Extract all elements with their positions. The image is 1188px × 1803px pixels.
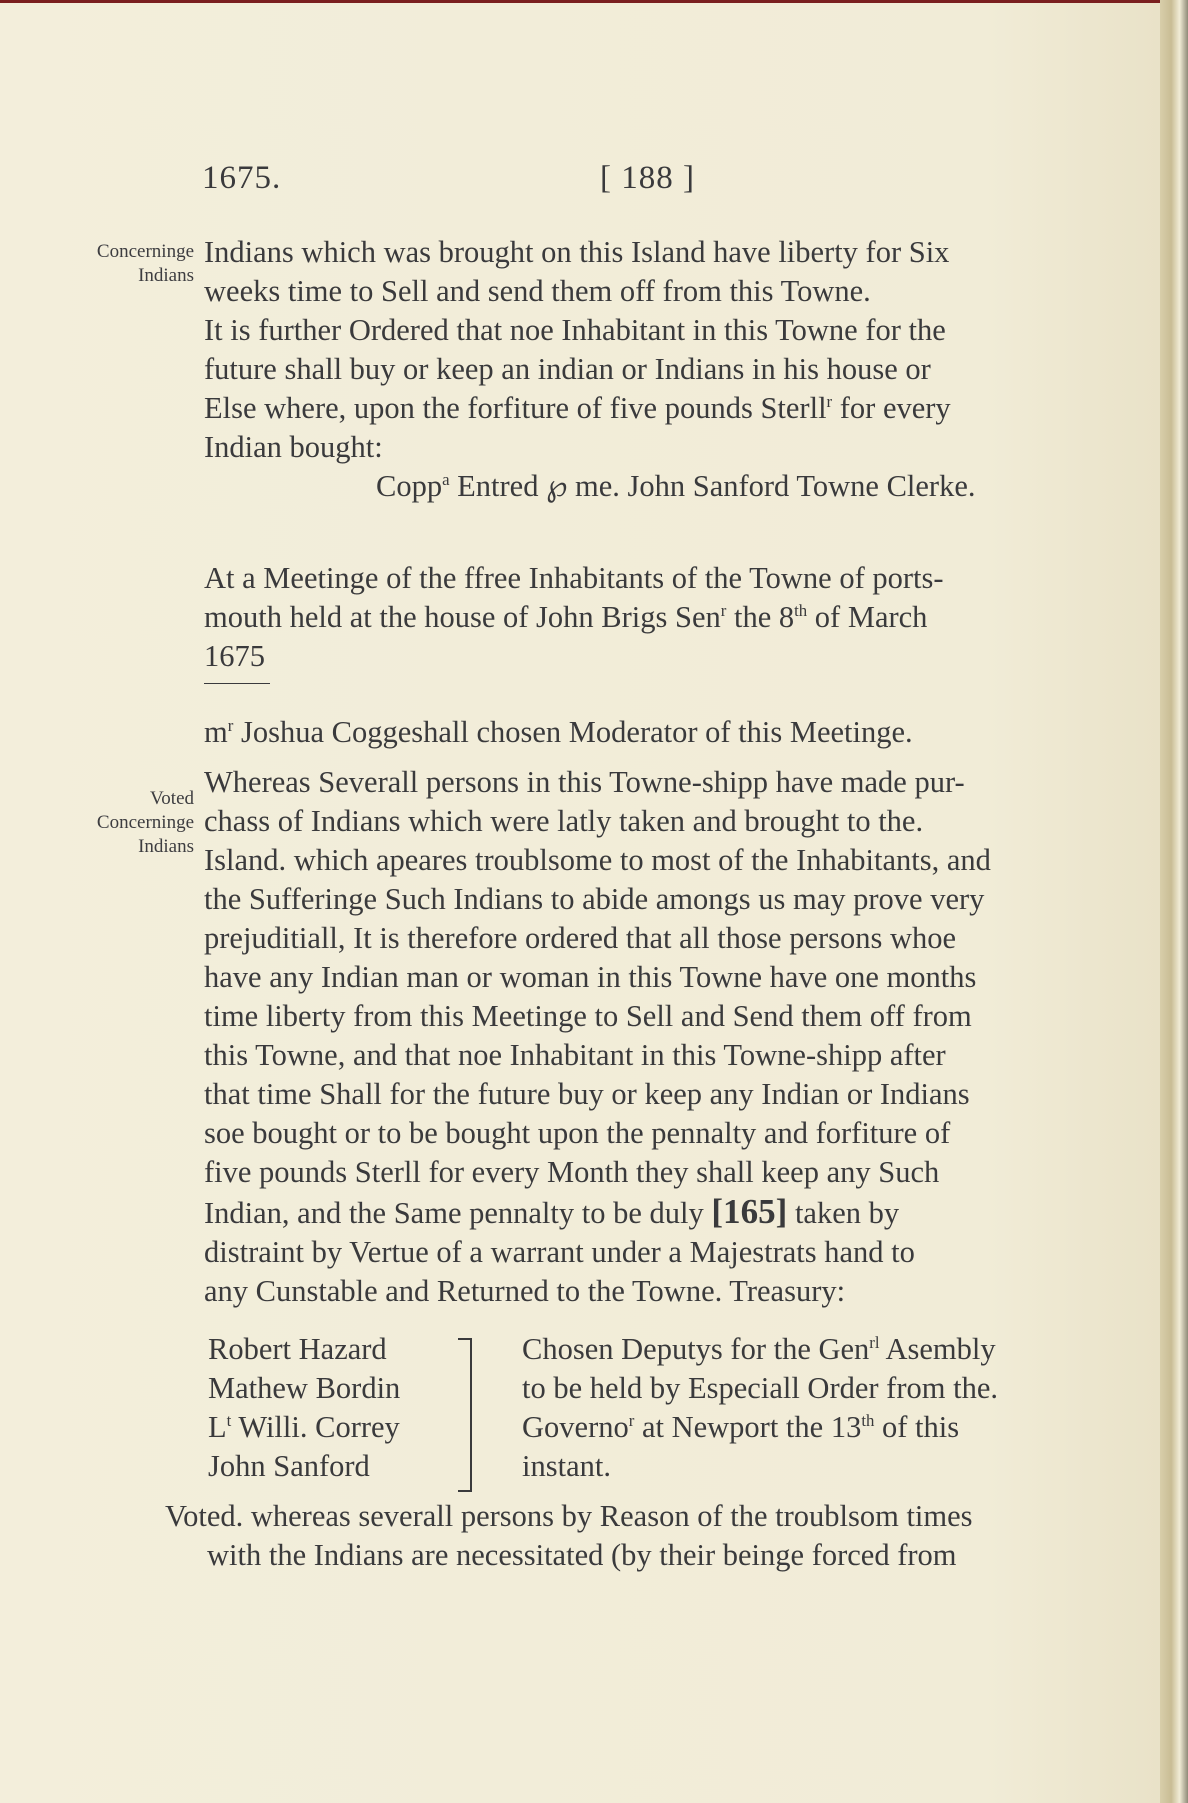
meeting-year: 1675	[204, 639, 265, 673]
text-line: any Cunstable and Returned to the Towne. Treasury:	[204, 1274, 846, 1308]
text-line: It is further Ordered that noe Inhabitant in this Towne for the	[204, 313, 946, 347]
text-line: Governo$^r$ at Newport the 13th of this	[522, 1410, 960, 1444]
text-line: have any Indian man or woman in this Towne have one months	[204, 960, 977, 994]
moderator-line: $m^r$ Joshua Coggeshall chosen Moderator of this Meetinge.	[204, 715, 913, 749]
paragraph-whereas	[204, 763, 1116, 1311]
text-line: weeks time to Sell and send them off from this Towne.	[204, 274, 871, 308]
margin-note-indians	[44, 240, 194, 288]
text-line: this Towne, and that noe Inhabitant in this Towne-shipp after	[204, 1038, 946, 1072]
text-line: chass of Indians which were latly taken and brought to the.	[204, 804, 924, 838]
text-line: Island. which apeares troublsome to most of the Inhabitants, and	[204, 843, 991, 877]
margin-note-line: Voted	[150, 788, 194, 809]
year-underline	[204, 683, 270, 684]
margin-note-line: Indians	[138, 265, 194, 286]
text-line: Else where, upon the forfiture of five pounds Sterll$^r$ for every	[204, 391, 951, 425]
book-spine	[1160, 0, 1188, 1803]
text-line: the Sufferinge Such Indians to abide amongs us may prove very	[204, 882, 985, 916]
deputy-name: $L^t$ Willi. Correy	[208, 1410, 400, 1444]
text-line: mouth held at the house of John Brigs Sen$^r$ the 8th of March	[204, 600, 928, 634]
margin-note-line: Indians	[138, 836, 194, 857]
clerk-entry-line	[376, 467, 1116, 506]
original-page-marker: [165]	[711, 1192, 788, 1231]
deputy-names-list	[208, 1330, 400, 1486]
top-edge-line	[0, 0, 1160, 3]
paragraph-meeting-heading	[204, 559, 1116, 676]
text-line: Whereas Severall persons in this Towne-shipp have made pur-	[204, 765, 965, 799]
deputy-name: Robert Hazard	[208, 1332, 387, 1366]
paragraph-voted	[165, 1497, 1116, 1575]
text-line: distraint by Vertue of a warrant under a Majestrats hand to	[204, 1235, 915, 1269]
text-line: instant.	[522, 1449, 611, 1483]
sterling-superscript: r	[826, 391, 833, 411]
text-line: Indian bought:	[204, 430, 383, 464]
text-line: Voted. whereas severall persons by Reason of the troublsom times	[165, 1499, 973, 1533]
text-line: Chosen Deputys for the Gen$^{rl}$ Asembly	[522, 1332, 996, 1366]
brace-bracket	[458, 1338, 472, 1492]
copp-text: Copp	[376, 469, 443, 503]
text-line: to be held by Especiall Order from the.	[522, 1371, 998, 1405]
text-line: with the Indians are necessitated (by their beinge forced from	[207, 1538, 957, 1572]
margin-note-line: Concerninge	[96, 812, 194, 833]
paragraph-further-ordered	[204, 311, 1116, 467]
text-line: that time Shall for the future buy or keep any Indian or Indians	[204, 1077, 970, 1111]
text-line: Indian, and the Same pennalty to be duly [165] taken by	[204, 1192, 900, 1231]
deputies-description	[522, 1330, 1118, 1486]
deputy-name: John Sanford	[208, 1449, 370, 1483]
text-line: time liberty from this Meetinge to Sell and Send them off from	[204, 999, 972, 1033]
text-line: At a Meetinge of the ffree Inhabitants of the Towne of ports-	[204, 561, 944, 595]
text-line: future shall buy or keep an indian or Indians in his house or	[204, 352, 931, 386]
margin-note-line: Concerninge	[96, 241, 194, 262]
deputy-name: Mathew Bordin	[208, 1371, 401, 1405]
running-head-page-number: [ 188 ]	[600, 160, 695, 196]
paragraph-indians-liberty	[204, 233, 1116, 311]
copp-superscript: a	[442, 469, 450, 489]
running-head-year: 1675.	[202, 160, 282, 196]
text-line: Indians which was brought on this Island have liberty for Six	[204, 235, 950, 269]
text-line: soe bought or to be bought upon the pennalty and forfiture of	[204, 1116, 951, 1150]
text-line: prejuditiall, It is therefore ordered that all those persons whoe	[204, 921, 957, 955]
margin-note-voted-indians	[44, 787, 194, 859]
clerk-signature: Entred ℘ me. John Sanford Towne Clerke.	[449, 469, 976, 503]
text-line: five pounds Sterll for every Month they shall keep any Such	[204, 1155, 940, 1189]
